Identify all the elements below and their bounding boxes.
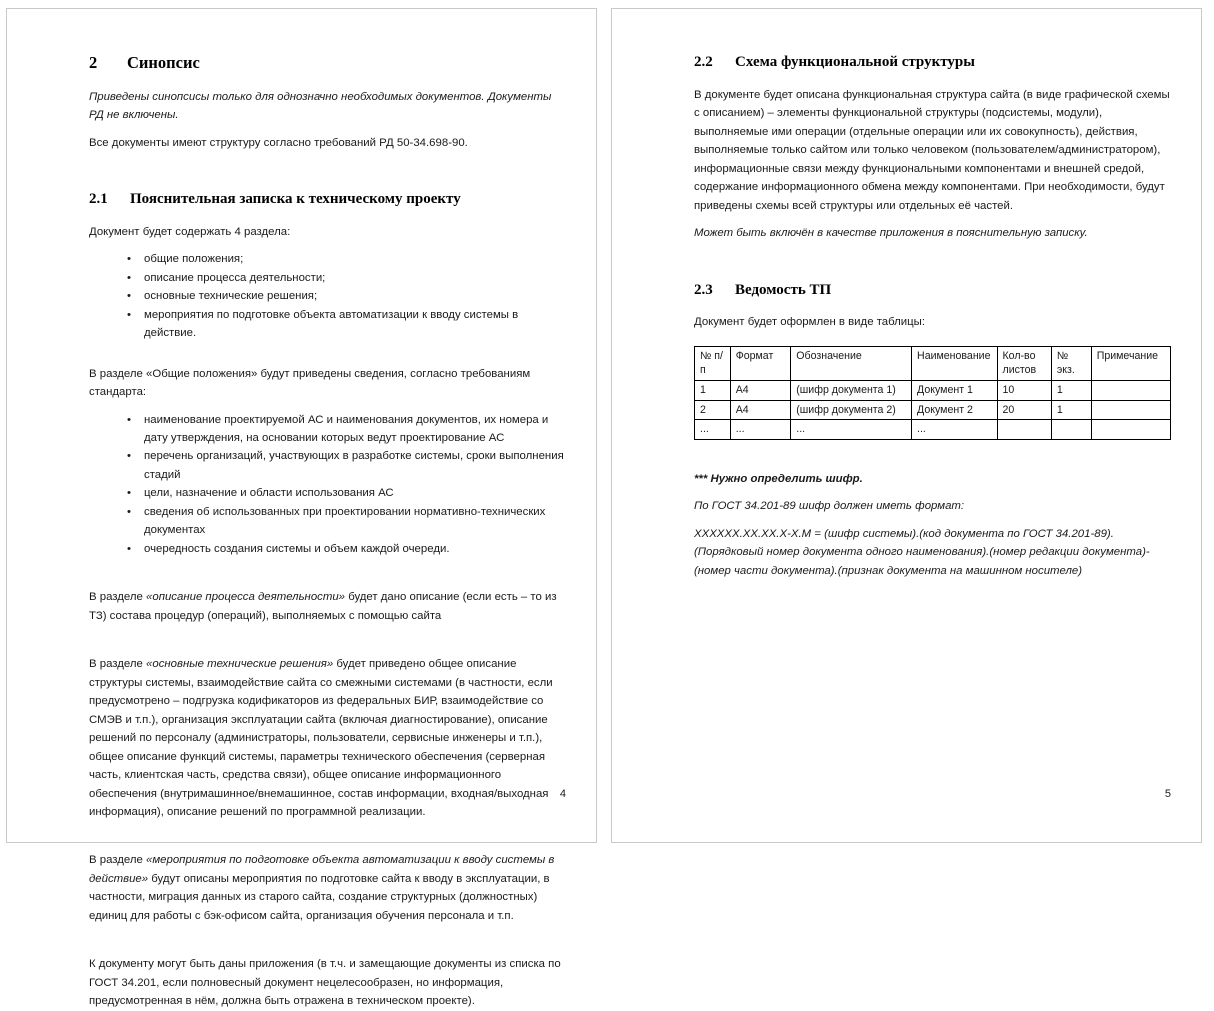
list-item: • наименование проектируемой АС и наименования документов, их номера и дату утверждения, на основании которых ведут проектирование АС <box>89 411 566 448</box>
table-cell: 1 <box>695 380 731 400</box>
page-4-content <box>89 53 566 1011</box>
list-item: • описание процесса деятельности; <box>89 269 566 287</box>
appendix-note-paragraph: Может быть включён в качестве приложения в пояснительную записку. <box>694 227 1088 240</box>
process-description-paragraph <box>89 588 566 625</box>
page-number-label: 4 <box>559 788 566 800</box>
structure-standard-paragraph: Все документы имеют структуру согласно требований РД 50-34.698-90. <box>89 136 468 149</box>
heading-title: Ведомость ТП <box>735 281 832 298</box>
heading-number: 2.3 <box>694 281 713 298</box>
text-run-italic: «описание процесса деятельности» <box>146 591 346 604</box>
appendices-paragraph: К документу могут быть даны приложения (в т.ч. и замещающие документы из списка по ГОСТ 34.201, если полновесный документ нецелесообразен, но информация, предусмотренная в нём, должна быть отражена в техническом проекте). <box>89 958 561 1008</box>
column-header: Обозначение <box>791 346 912 380</box>
commissioning-measures-paragraph <box>89 851 566 925</box>
table-cell: ... <box>695 420 731 440</box>
table-cell: ... <box>730 420 791 440</box>
table-cell: 1 <box>1051 400 1091 420</box>
text-run: будут описаны мероприятия по подготовке сайта к вводу в эксплуатации, в частности, миграция данных из старого сайта, создание структурных (должностных) единиц для работы с бэк-офисом сайта, организация обучения персонала и т.п. <box>89 872 550 922</box>
text-run: В разделе <box>89 854 147 867</box>
four-sections-lead: Документ будет содержать 4 раздела: <box>89 225 291 238</box>
column-header: Наименование <box>912 346 997 380</box>
table-cell: (шифр документа 1) <box>791 380 912 400</box>
document-page-4 <box>6 8 597 1008</box>
table-row <box>695 380 1171 400</box>
functional-structure-paragraph: В документе будет описана функциональная структура сайта (в виде графической схемы с описанием) – элементы функциональной структуры (подсистемы, модули), выполняемые ими операции (отдельные операции или их совокупность), действия, выполняемые только сайтом или только человеком (пользователем/администратором), информационные связи между функциональными компонентами и внешней средой, содержание информационного обмена между компонентами. При необходимости, будут приведены схемы всей структуры или отдельных её частей. <box>694 88 1170 212</box>
page-5-content <box>694 53 1171 580</box>
table-cell: Документ 1 <box>912 380 997 400</box>
page-number-label: 5 <box>1164 788 1171 800</box>
document-page-5 <box>611 8 1202 843</box>
table-header-row <box>695 346 1171 380</box>
text-run: В разделе <box>89 658 147 671</box>
table-cell <box>1091 400 1170 420</box>
table-cell: A4 <box>730 400 791 420</box>
sections-bullet-list <box>89 250 566 342</box>
list-item: • перечень организаций, участвующих в разработке системы, сроки выполнения стадий <box>89 447 566 484</box>
list-item: • цели, назначение и области использования АС <box>89 484 566 502</box>
table-row <box>695 420 1171 440</box>
shifr-todo-note: *** Нужно определить шифр. <box>694 472 863 485</box>
general-provisions-bullet-list <box>89 411 566 559</box>
heading-number: 2 <box>89 53 98 72</box>
general-provisions-lead: В разделе «Общие положения» будут приведены сведения, согласно требованиям стандарта: <box>89 367 531 399</box>
table-cell: 2 <box>695 400 731 420</box>
table-lead-paragraph: Документ будет оформлен в виде таблицы: <box>694 316 926 329</box>
column-header: № п/п <box>695 346 731 380</box>
heading-functional-structure <box>694 53 1171 72</box>
intro-note-paragraph: Приведены синопсисы только для однозначно необходимых документов. Документы РД не включены. <box>89 90 552 122</box>
table-cell: Документ 2 <box>912 400 997 420</box>
list-item: • общие положения; <box>89 250 566 268</box>
table-cell <box>1091 380 1170 400</box>
table-cell: 10 <box>997 380 1051 400</box>
list-item: • мероприятия по подготовке объекта автоматизации к вводу системы в действие. <box>89 306 566 343</box>
column-header: Формат <box>730 346 791 380</box>
heading-sinopsis <box>89 53 566 74</box>
text-run: В разделе <box>89 591 147 604</box>
gost-format-spec: XXXXXX.XX.XX.X-X.M = (шифр системы).(код документа по ГОСТ 34.201-89).(Порядковый номер документа одного наименования).(номер редакции документа)-(номер части документа).(признак документа на машинном носителе) <box>694 527 1150 577</box>
table-cell: 20 <box>997 400 1051 420</box>
heading-title: Синопсис <box>127 53 200 72</box>
table-cell: ... <box>791 420 912 440</box>
column-header: Кол-во листов <box>997 346 1051 380</box>
list-item: • сведения об использованных при проектировании нормативно-технических документах <box>89 503 566 540</box>
table-cell: 1 <box>1051 380 1091 400</box>
table-cell: A4 <box>730 380 791 400</box>
text-run-italic: «мероприятия по подготовке объекта автоматизации к вводу системы в действие» <box>89 854 555 885</box>
table-cell <box>1091 420 1170 440</box>
gost-format-lead: По ГОСТ 34.201-89 шифр должен иметь формат: <box>694 500 965 513</box>
list-item: • основные технические решения; <box>89 287 566 305</box>
heading-explanatory-note <box>89 190 566 209</box>
heading-number: 2.2 <box>694 54 713 70</box>
heading-number: 2.1 <box>89 191 108 208</box>
column-header: № экз. <box>1051 346 1091 380</box>
table-cell: ... <box>912 420 997 440</box>
text-run: будет приведено общее описание структуры системы, взаимодействие сайта со смежными системами (в частности, если предусмотрено – подгрузка кодификаторов из федеральных БИР, взаимодействие со СМЭВ и т.п.), организация эксплуатации сайта (включая диагностирование), описание решений по персоналу (администраторы, пользователи, сервисные инженеры и т.п.), общее описание функций системы, параметры технического обеспечения (серверная часть, клиентская часть, средства связи), общее описание информационного обеспечения (внутримашинное/внемашинное, состав информации, входная/выходная информация), описание решений по программной реализации. <box>89 658 553 818</box>
technical-solutions-paragraph <box>89 655 566 821</box>
text-run: будет дано описание (если есть – то из ТЗ) состава процедур (операций), выполняемых с помощью сайта <box>89 591 557 622</box>
table-cell <box>997 420 1051 440</box>
heading-title: Схема функциональной структуры <box>735 54 975 70</box>
list-item: • очередность создания системы и объем каждой очереди. <box>89 540 566 558</box>
column-header: Примечание <box>1091 346 1170 380</box>
table-row <box>695 400 1171 420</box>
heading-vedomost-tp <box>694 281 1171 300</box>
heading-title: Пояснительная записка к техническому проекту <box>130 191 461 208</box>
table-cell <box>1051 420 1091 440</box>
table-cell: (шифр документа 2) <box>791 400 912 420</box>
vedomost-table <box>694 346 1171 440</box>
text-run-italic: «основные технические решения» <box>146 658 334 671</box>
